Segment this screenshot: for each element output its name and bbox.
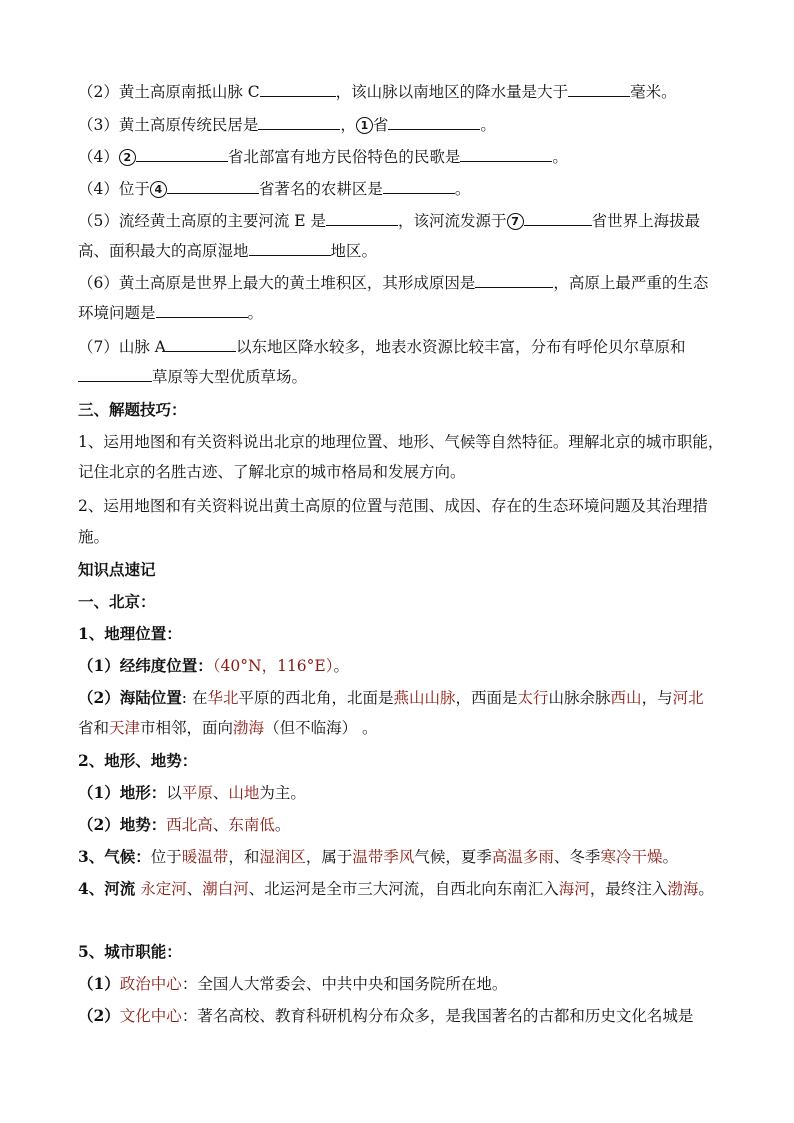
answer-blank[interactable] — [460, 147, 552, 162]
question-5-cont: 高、面积最大的高原湿地 地区。 — [78, 242, 378, 260]
coordinates-line: （1）经纬度位置：（40°N，116°E）。 — [78, 656, 349, 675]
answer-blank[interactable] — [166, 337, 236, 352]
terrain-line: （1）地形：以平原、山地为主。 — [78, 783, 306, 802]
answer-blank[interactable] — [258, 115, 340, 130]
answer-blank[interactable] — [568, 82, 630, 97]
question-7-cont: 草原等大型优质草场。 — [78, 367, 724, 387]
climate-line: 3、气候：位于暖温带，和湿润区，属于温带季风气候，夏季高温多雨、冬季寒冷干燥。 — [78, 847, 678, 866]
circled-number-7: 7 — [507, 213, 524, 230]
skill-1: 1、运用地图和有关资料说出北京的地理位置、地形、气候等自然特征。理解北京的城市职能， — [78, 433, 724, 451]
question-3: （3）黄土高原传统民居是 ， 1 省 。 — [78, 116, 496, 134]
question-4b: （4）位于 4 省著名的农耕区是 。 — [78, 180, 471, 198]
political-center-line: （1）政治中心：全国人大常委会、中共中央和国务院所在地。 — [78, 974, 508, 993]
answer-blank[interactable] — [167, 179, 259, 194]
skill-1-cont: 记住北京的名胜古迹、了解北京的城市格局和发展方向。 — [78, 463, 466, 481]
beijing-heading: 一、北京： — [78, 592, 156, 611]
answer-blank[interactable] — [156, 303, 248, 318]
terrain-heading: 2、地形、地势： — [78, 751, 198, 770]
answer-blank[interactable] — [136, 147, 228, 162]
skill-2: 2、运用地图和有关资料说出黄土高原的位置与范围、成因、存在的生态环境问题及其治理措 — [78, 497, 708, 515]
answer-blank[interactable] — [475, 273, 553, 288]
city-function-heading: 5、城市职能： — [78, 942, 182, 961]
land-sea-line: （2）海陆位置: 在华北平原的西北角，北面是燕山山脉，西面是太行山脉余脉西山，与河北 — [78, 688, 704, 707]
question-6-cont: 环境问题是 。 — [78, 304, 264, 322]
answer-blank[interactable] — [383, 179, 455, 194]
location-heading: 1、地理位置： — [78, 624, 182, 643]
answer-blank[interactable] — [249, 241, 331, 256]
section-heading-skills: 三、解题技巧： — [78, 400, 187, 419]
circled-number-2: 2 — [119, 149, 136, 166]
answer-blank[interactable] — [78, 367, 152, 382]
answer-blank[interactable] — [388, 115, 480, 130]
circled-number-1: 1 — [356, 117, 373, 134]
question-6: （6）黄土高原是世界上最大的黄土堆积区，其形成原因是 ，高原上最严重的生态 — [78, 274, 709, 292]
circled-number-4: 4 — [150, 181, 167, 198]
answer-blank[interactable] — [260, 82, 336, 97]
question-5: （5）流经黄土高原的主要河流 E 是 ，该河流发源于 7 省世界上海拔最 — [78, 212, 701, 230]
cultural-center-line: （2）文化中心：著名高校、教育科研机构分布众多，是我国著名的古都和历史文化名城是 — [78, 1006, 694, 1025]
rivers-line: 4、河流 永定河、潮白河、北运河是全市三大河流，自西北向东南汇入海河，最终注入渤海。 — [78, 879, 714, 898]
question-4a: （4） 2 省北部富有地方民俗特色的民歌是 。 — [78, 148, 568, 166]
answer-blank[interactable] — [524, 211, 592, 226]
skill-2-cont: 施。 — [78, 528, 110, 546]
land-sea-line-cont: 省和天津市相邻，面向渤海（但不临海） 。 — [78, 719, 378, 737]
question-2: （2）黄土高原南抵山脉 C ，该山脉以南地区的降水量是大于 毫米。 — [78, 83, 677, 101]
slope-line: （2）地势：西北高、东南低。 — [78, 815, 291, 834]
notes-heading: 知识点速记 — [78, 560, 156, 579]
question-7: （7）山脉 A 以东地区降水较多，地表水资源比较丰富，分布有呼伦贝尔草原和 — [78, 338, 686, 356]
answer-blank[interactable] — [326, 211, 398, 226]
